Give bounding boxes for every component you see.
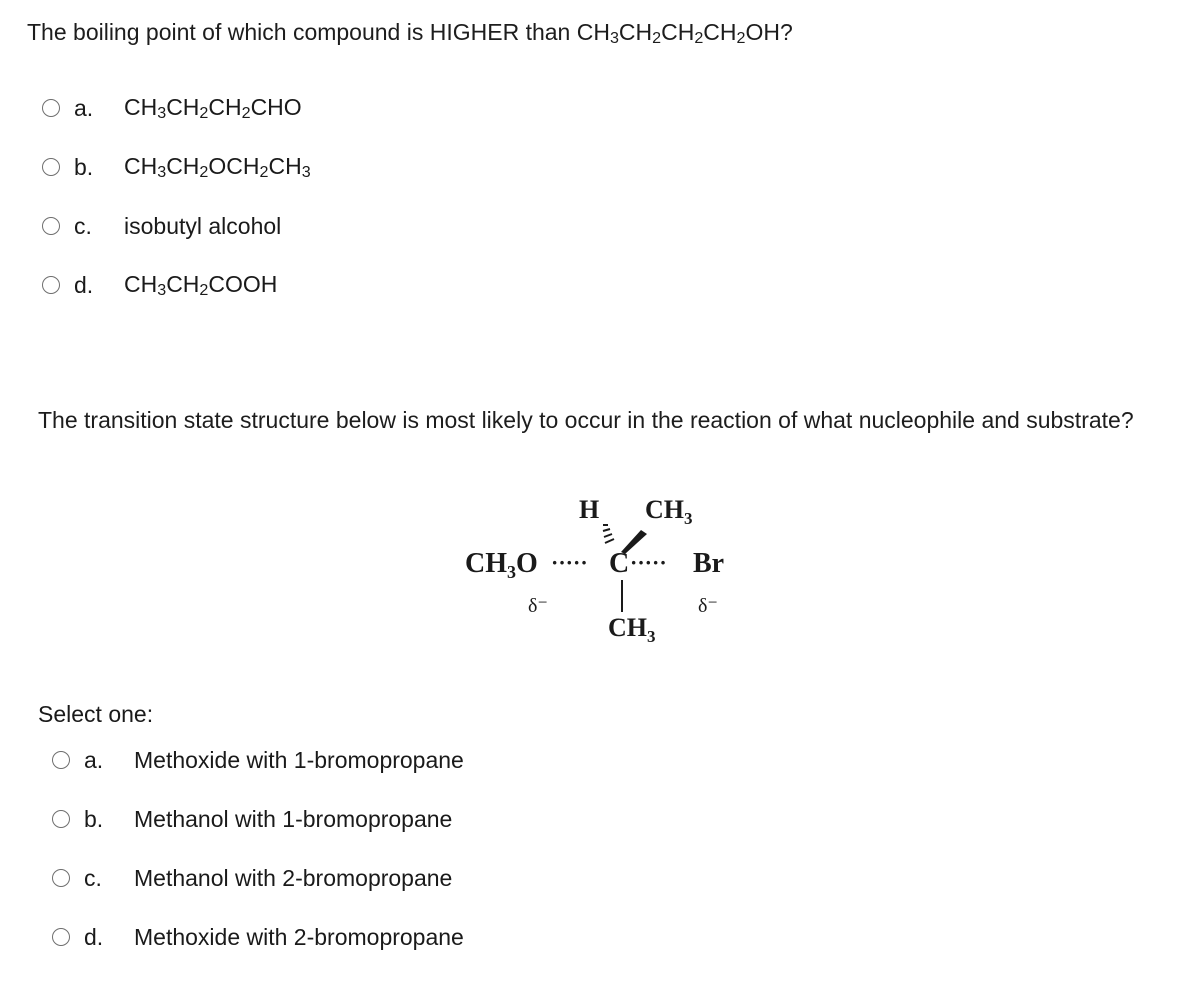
hashed-wedge bbox=[603, 525, 614, 543]
q2-option-a[interactable] bbox=[52, 740, 464, 780]
ch3o-label: $CH_3O$ bbox=[465, 548, 538, 582]
option-text: Methoxide with 2-bromopropane bbox=[134, 923, 464, 950]
option-letter: a. bbox=[74, 94, 94, 121]
question-1-text: The boiling point of which compound is HIGHER than $CH_3CH_2CH_2CH_2OH$? bbox=[27, 19, 793, 47]
radio-button[interactable] bbox=[42, 158, 60, 176]
option-letter: b. bbox=[84, 805, 104, 832]
transition-state-structure bbox=[455, 490, 755, 660]
radio-button[interactable] bbox=[52, 869, 70, 887]
dots-left: ····· bbox=[551, 550, 588, 575]
option-letter: d. bbox=[84, 923, 104, 950]
h-atom-label: H bbox=[579, 495, 600, 524]
option-text: Methanol with 2-bromopropane bbox=[134, 864, 453, 891]
radio-button[interactable] bbox=[52, 751, 70, 769]
q1-option-a[interactable] bbox=[42, 88, 302, 128]
br-atom-label: Br bbox=[693, 548, 725, 579]
radio-button[interactable] bbox=[52, 810, 70, 828]
ch3-bottom-label: $CH_3$ bbox=[608, 613, 656, 646]
q2-option-d[interactable] bbox=[52, 917, 464, 957]
option-text: isobutyl alcohol bbox=[124, 212, 282, 239]
q1-option-d[interactable] bbox=[42, 265, 277, 305]
option-text: Methanol with 1-bromopropane bbox=[134, 805, 453, 832]
center-carbon: C bbox=[609, 548, 630, 579]
radio-button[interactable] bbox=[42, 99, 60, 117]
option-text: $CH_3CH_2COOH$ bbox=[124, 270, 278, 299]
option-letter: b. bbox=[74, 153, 94, 180]
q2-option-b[interactable] bbox=[52, 799, 452, 839]
radio-button[interactable] bbox=[52, 928, 70, 946]
question-2-text: The transition state structure below is most likely to occur in the reaction of what nucleophile and substrate? bbox=[38, 407, 1134, 433]
dots-right: ····· bbox=[630, 550, 667, 575]
ch3-top-label: $CH_3$ bbox=[645, 495, 693, 528]
radio-button[interactable] bbox=[42, 217, 60, 235]
q2-option-c[interactable] bbox=[52, 858, 452, 898]
delta-right: δ⁻ bbox=[698, 595, 718, 617]
q1-option-b[interactable] bbox=[42, 147, 311, 187]
option-letter: c. bbox=[84, 864, 102, 891]
radio-button[interactable] bbox=[42, 276, 60, 294]
option-text: $CH_3CH_2CH_2CHO$ bbox=[124, 93, 302, 122]
option-letter: d. bbox=[74, 271, 94, 298]
option-letter: c. bbox=[74, 212, 92, 239]
option-text: $CH_3CH_2OCH_2CH_3$ bbox=[124, 152, 311, 181]
select-one-label: Select one: bbox=[38, 701, 154, 727]
option-letter: a. bbox=[84, 746, 104, 773]
q1-option-c[interactable] bbox=[42, 206, 281, 246]
delta-left: δ⁻ bbox=[528, 595, 548, 617]
option-text: Methoxide with 1-bromopropane bbox=[134, 746, 464, 773]
